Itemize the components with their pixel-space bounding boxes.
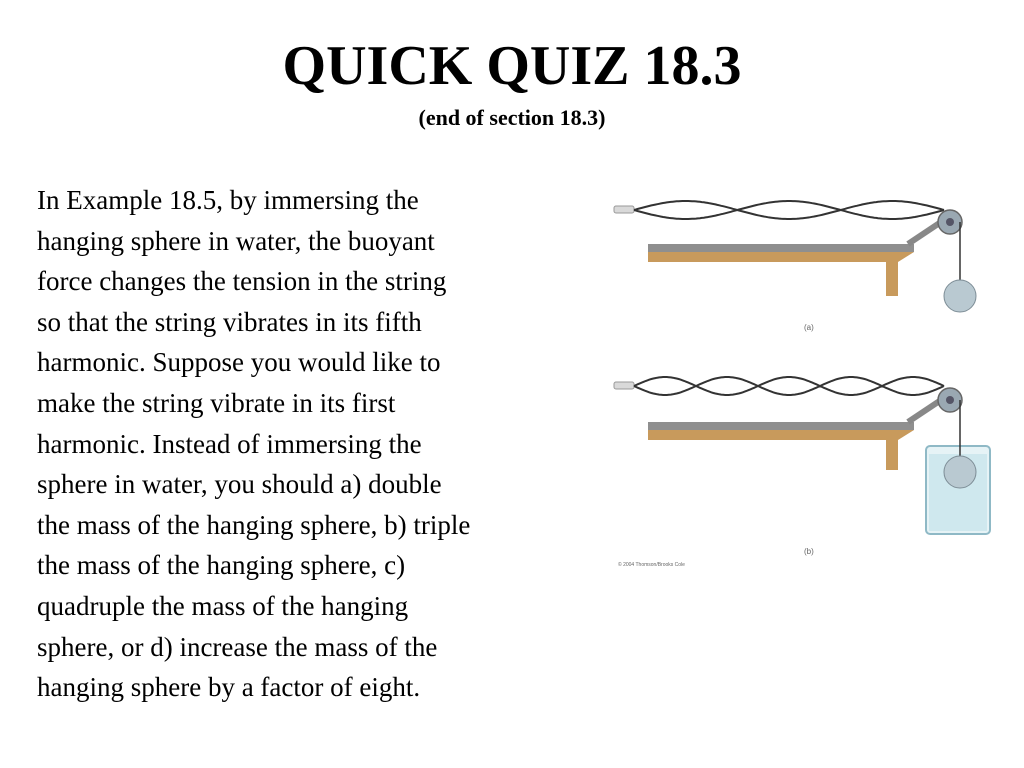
table-top-b	[648, 422, 914, 430]
string-clamp-a	[614, 206, 634, 213]
question-line: hanging sphere by a factor of eight.	[37, 672, 421, 703]
panel-b-label: (b)	[804, 547, 814, 556]
panel-a-label: (a)	[804, 323, 814, 332]
question-line: so that the string vibrates in its fifth	[37, 306, 422, 337]
question-line: sphere in water, you should a) double	[37, 469, 442, 500]
slide-title: QUICK QUIZ 18.3	[282, 35, 742, 97]
question-line: harmonic. Instead of immersing the	[37, 428, 422, 459]
panel-b	[614, 377, 990, 568]
pulley-axle-b	[946, 396, 954, 404]
hanging-sphere-a	[944, 280, 976, 312]
hanging-sphere-b	[944, 456, 976, 488]
string-wave-b	[634, 377, 944, 395]
figure-credit: © 2004 Thomson/Brooks Cole	[618, 562, 685, 568]
question-line: make the string vibrate in its first	[37, 387, 396, 418]
question-line: force changes the tension in the string	[37, 266, 447, 297]
question-line: quadruple the mass of the hanging	[37, 590, 409, 621]
standing-wave-figure	[608, 196, 1008, 576]
panel-a	[614, 201, 976, 332]
table-top-a	[648, 244, 914, 252]
question-line: hanging sphere in water, the buoyant	[37, 225, 435, 256]
question-line: the mass of the hanging sphere, c)	[37, 550, 406, 581]
table-support-a	[648, 252, 914, 296]
question-line: sphere, or d) increase the mass of the	[37, 631, 438, 662]
slide-subtitle: (end of section 18.3)	[418, 105, 606, 130]
question-line: In Example 18.5, by immersing the	[37, 185, 419, 215]
string-clamp-b	[614, 382, 634, 389]
question-text	[37, 180, 597, 708]
string-wave-a	[634, 201, 944, 219]
question-line: the mass of the hanging sphere, b) triple	[37, 509, 471, 540]
question-line: harmonic. Suppose you would like to	[37, 347, 441, 378]
table-support-b	[648, 430, 914, 470]
pulley-axle-a	[946, 218, 954, 226]
